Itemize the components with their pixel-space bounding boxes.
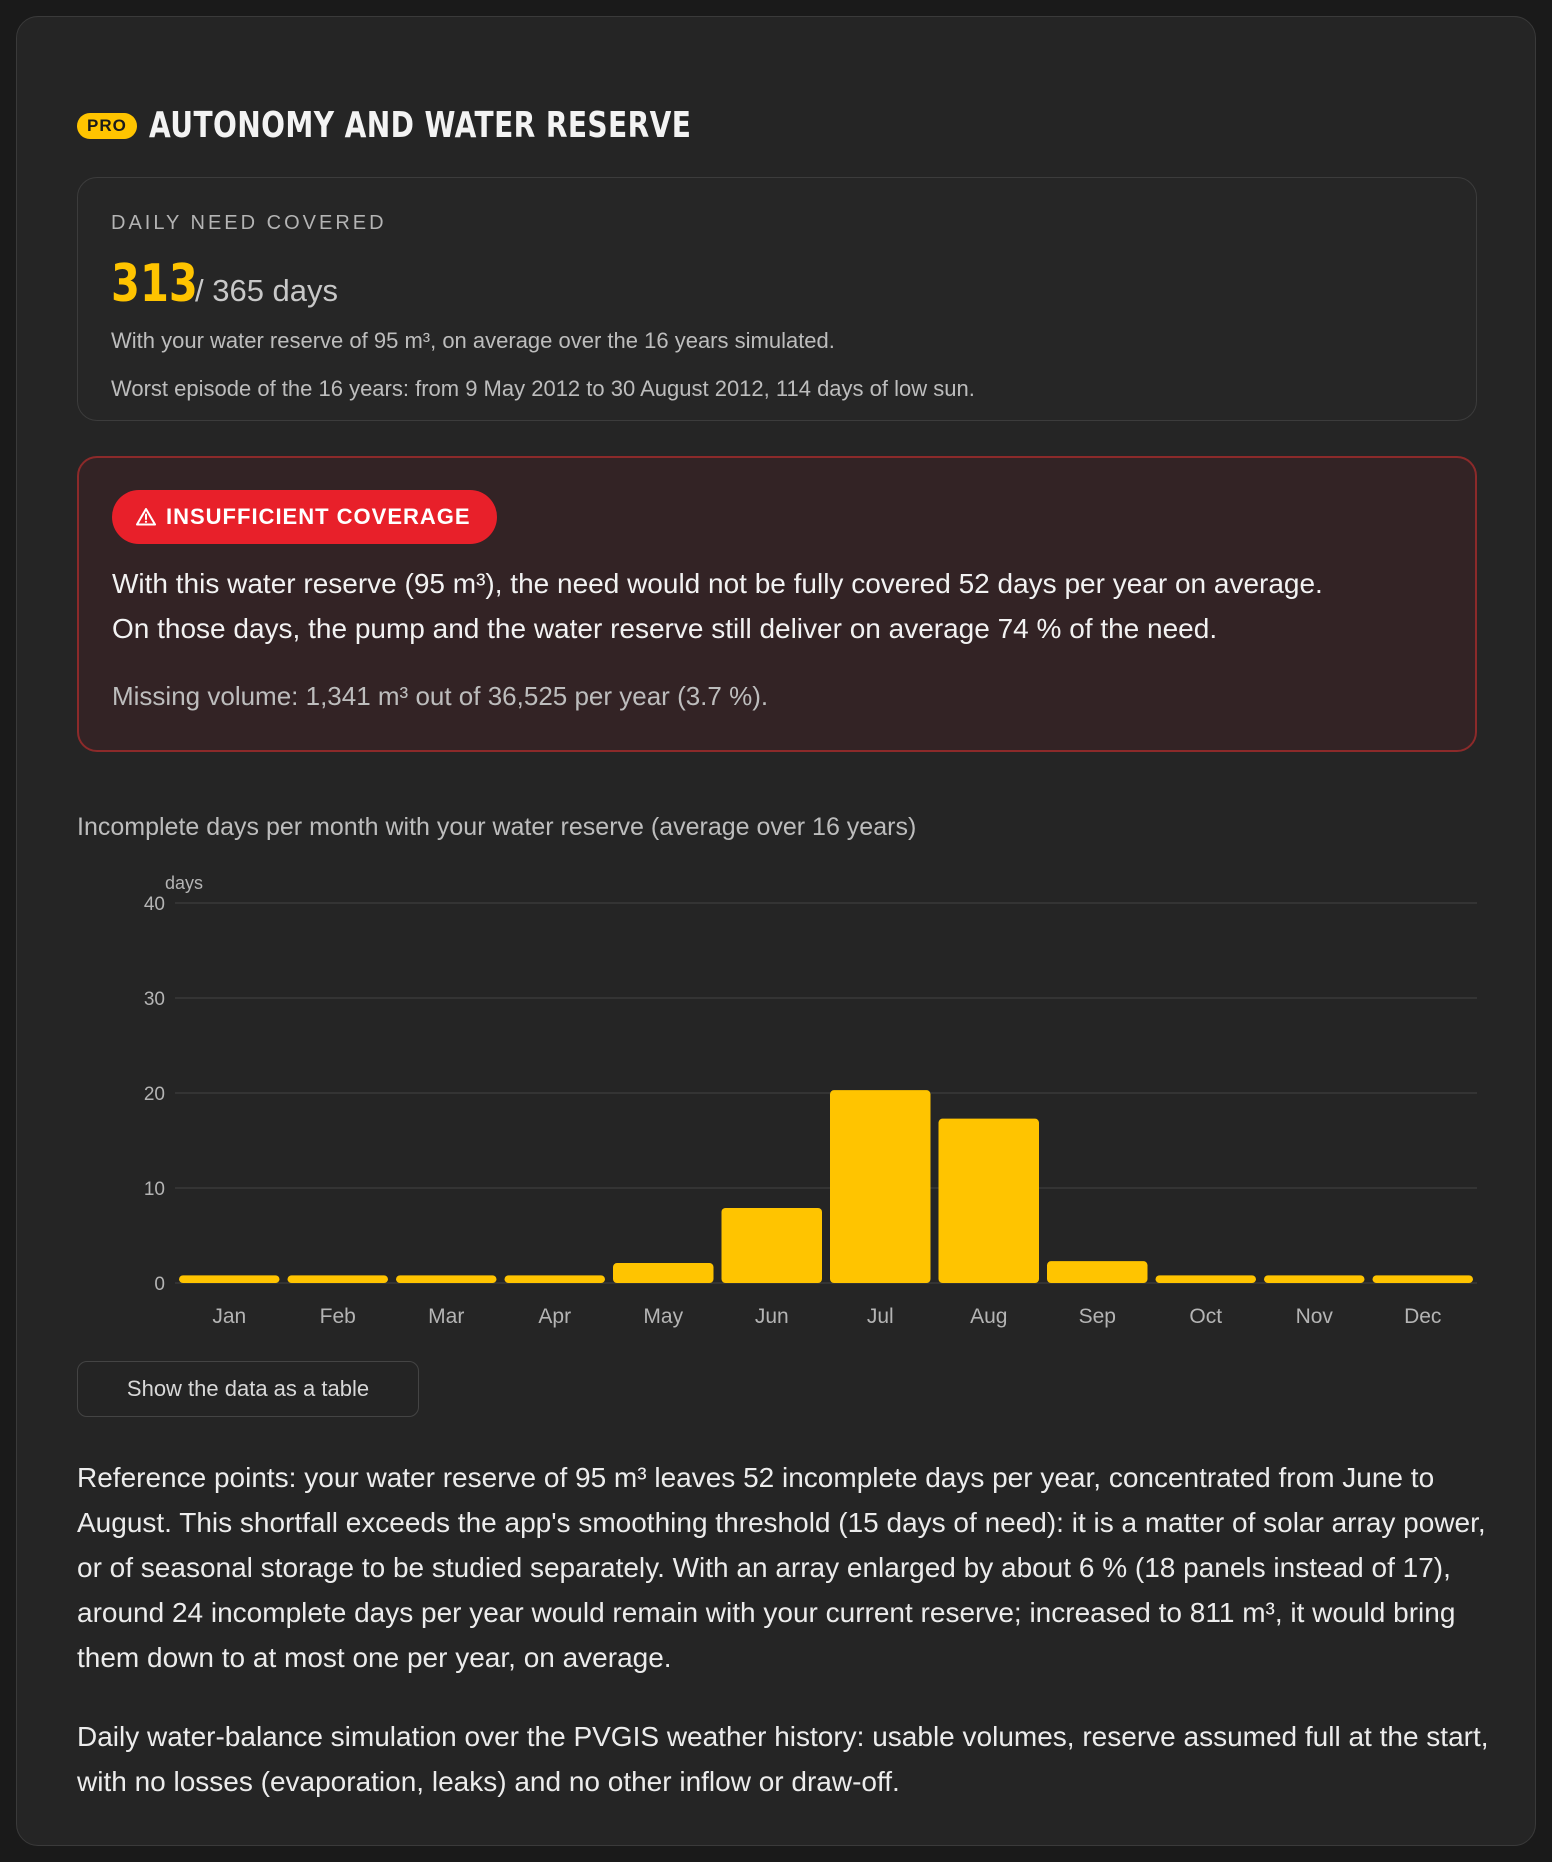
alert-badge-label: INSUFFICIENT COVERAGE bbox=[166, 504, 471, 529]
x-tick-label: Feb bbox=[319, 1305, 356, 1328]
panel-header bbox=[77, 105, 844, 146]
x-tick-label: Sep bbox=[1078, 1305, 1116, 1328]
simulation-note: Daily water-balance simulation over the PVGIS weather history: usable volumes, reserve assumed full at the start, with no losses (evaporation, leaks) and no other inflow or draw-off. bbox=[77, 1721, 1489, 1797]
bar-may bbox=[613, 1263, 714, 1283]
summary-reserve-text: With your water reserve of 95 m³, on average over the 16 years simulated. bbox=[111, 328, 835, 353]
bar-jan bbox=[179, 1275, 280, 1283]
x-tick-label: Jan bbox=[212, 1305, 247, 1328]
warning-icon bbox=[136, 507, 156, 527]
x-tick-label: Jul bbox=[866, 1305, 894, 1328]
daily-need-summary bbox=[77, 177, 1477, 421]
covered-days-value: 313 bbox=[111, 254, 198, 314]
x-tick-label: Mar bbox=[428, 1305, 465, 1328]
bar-nov bbox=[1264, 1275, 1365, 1283]
missing-volume: Missing volume: 1,341 m³ out of 36,525 per year (3.7 %). bbox=[112, 681, 769, 711]
x-tick-label: Dec bbox=[1404, 1305, 1442, 1328]
y-tick-label: 30 bbox=[143, 989, 165, 1010]
summary-worst-episode: Worst episode of the 16 years: from 9 May 2012 to 30 August 2012, 114 days of low sun. bbox=[111, 376, 975, 401]
autonomy-panel bbox=[16, 16, 1536, 1846]
bar-dec bbox=[1373, 1275, 1474, 1283]
coverage-alert bbox=[77, 456, 1477, 752]
bar-jul bbox=[830, 1090, 931, 1283]
incomplete-days-chart bbox=[77, 865, 1487, 1345]
pro-badge: PRO bbox=[77, 113, 137, 139]
x-tick-label: Aug bbox=[970, 1305, 1008, 1328]
y-axis-label: days bbox=[165, 873, 204, 893]
bar-aug bbox=[939, 1119, 1040, 1283]
bar-oct bbox=[1156, 1275, 1257, 1283]
summary-label: DAILY NEED COVERED bbox=[111, 212, 387, 234]
y-tick-label: 0 bbox=[154, 1274, 165, 1295]
insufficient-coverage-badge bbox=[112, 490, 497, 544]
x-tick-label: Nov bbox=[1295, 1305, 1333, 1328]
y-tick-label: 20 bbox=[143, 1084, 165, 1105]
bar-mar bbox=[396, 1275, 497, 1283]
x-tick-label: May bbox=[643, 1305, 684, 1328]
chart-title: Incomplete days per month with your water reserve (average over 16 years) bbox=[77, 813, 917, 841]
reference-points-text: Reference points: your water reserve of 95 m³ leaves 52 incomplete days per year, concentrated from June to August. This shortfall exceeds the app's smoothing threshold (15 days of need): it is a matter of solar array power, or of seasonal storage to be studied separately. With an array enlarged by about 6 % (18 panels instead of 17), around 24 incomplete days per year would remain with your current reserve; increased to 811 m³, it would bring them down to at most one per year, on average. bbox=[77, 1462, 1486, 1673]
alert-message-line1: With this water reserve (95 m³), the need would not be fully covered 52 days per year on average. bbox=[112, 568, 1323, 599]
covered-days-suffix: / 365 days bbox=[195, 273, 339, 308]
alert-message-line2: On those days, the pump and the water reserve still deliver on average 74 % of the need. bbox=[112, 613, 1218, 644]
bar-feb bbox=[288, 1275, 389, 1283]
y-tick-label: 40 bbox=[143, 894, 165, 915]
summary-value-row bbox=[111, 254, 338, 314]
x-tick-label: Jun bbox=[754, 1305, 789, 1328]
x-tick-label: Oct bbox=[1189, 1305, 1223, 1328]
show-table-button[interactable]: Show the data as a table bbox=[77, 1361, 419, 1417]
panel-title: AUTONOMY AND WATER RESERVE bbox=[148, 105, 692, 146]
y-tick-label: 10 bbox=[143, 1179, 165, 1200]
bar-sep bbox=[1047, 1261, 1148, 1283]
x-tick-label: Apr bbox=[538, 1305, 572, 1328]
bar-jun bbox=[722, 1208, 823, 1283]
bar-apr bbox=[505, 1275, 606, 1283]
